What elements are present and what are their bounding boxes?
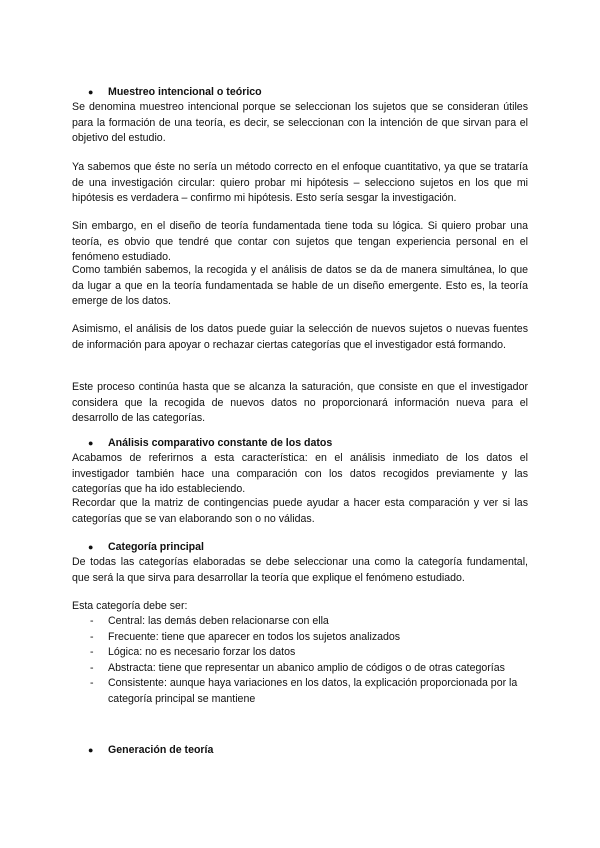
section-heading-analisis: [88, 436, 332, 451]
dash-icon: -: [90, 630, 94, 643]
list-item: - Frecuente: tiene que aparecer en todos los sujetos analizados: [72, 630, 528, 646]
paragraph: [72, 555, 528, 586]
list-item: - Consistente: aunque haya variaciones en los datos, la explicación proporcionada por la categoría principal se mantiene: [90, 677, 518, 705]
paragraph: [72, 380, 528, 427]
list-item: - Central: las demás deben relacionarse con ella: [72, 614, 528, 630]
paragraph-text: Sin embargo, en el diseño de teoría fundamentada tiene toda su lógica. Si quiero probar una teoría, es obvio que tendré que contar con sujetos que tengan experiencia personal en el fenómeno estudiado.: [72, 220, 528, 263]
heading-text: Generación de teoría: [108, 744, 214, 756]
paragraph-text: Este proceso continúa hasta que se alcanza la saturación, que consiste en que el investigador considera que la recogida de nuevos datos no proporcionará información nueva para el desarrollo de las categorías.: [72, 381, 528, 424]
paragraph: [72, 263, 528, 310]
paragraph-text: Acabamos de referirnos a esta característica: en el análisis inmediato de los datos el investigador también hace una comparación con los datos recogidos previamente y las categorías que ha ido estableciendo.: [72, 452, 528, 495]
list-item: - Abstracta: tiene que representar un abanico amplio de códigos o de otras categorías: [72, 661, 528, 677]
paragraph: [72, 496, 528, 527]
bullet-icon: ●: [88, 745, 94, 755]
paragraph: [72, 322, 528, 353]
criteria-list: [72, 614, 528, 707]
section-heading-generacion: [88, 743, 213, 758]
dash-icon: -: [90, 646, 94, 658]
bullet-icon: ●: [88, 87, 94, 97]
paragraph-text: Se denomina muestreo intencional porque se seleccionan los sujetos que se consideran útiles para la formación de una teoría, es decir, se seleccionan con la intención de que sirvan para el objetivo del estudio.: [72, 101, 528, 144]
paragraph: [72, 100, 528, 147]
paragraph-text: Asimismo, el análisis de los datos puede guiar la selección de nuevos sujetos o nuevas fuentes de información para apoyar o rechazar ciertas categorías que el investigador está formando.: [72, 323, 528, 351]
heading-text: Análisis comparativo constante de los datos: [108, 437, 333, 449]
paragraph-text: Ya sabemos que éste no sería un método correcto en el enfoque cuantitativo, ya que se trataría de una investigación circular: quiero probar mi hipótesis – selecciono sujetos en los que mi hipótesis es verdadera – confirmo mi hipótesis. Esto sería sesgar la investigación.: [72, 161, 528, 204]
heading-text: Categoría principal: [108, 541, 204, 553]
paragraph: [72, 160, 528, 207]
heading-text: Muestreo intencional o teórico: [108, 86, 262, 98]
paragraph-text: Como también sabemos, la recogida y el análisis de datos se da de manera simultánea, lo que da lugar a que en la teoría fundamentada se hable de un diseño emergente. Esto es, la teoría emerge de los datos.: [72, 264, 528, 307]
dash-icon: -: [90, 661, 94, 674]
list-item: - Lógica: no es necesario forzar los datos: [72, 645, 528, 661]
paragraph-text: Esta categoría debe ser:: [72, 600, 188, 612]
bullet-icon: ●: [88, 542, 94, 552]
paragraph-text: Recordar que la matriz de contingencias puede ayudar a hacer esta comparación y ver si las categorías que se van elaborando son o no válidas.: [72, 497, 528, 525]
bullet-icon: ●: [88, 438, 94, 448]
dash-icon: -: [90, 615, 94, 627]
paragraph: [72, 451, 528, 498]
section-heading-categoria: [88, 540, 204, 555]
dash-icon: -: [90, 677, 94, 689]
paragraph: [72, 219, 528, 266]
paragraph-text: De todas las categorías elaboradas se debe seleccionar una como la categoría fundamental, que será la que sirva para desarrollar la teoría que explique el fenómeno estudiado.: [72, 556, 528, 584]
paragraph: [72, 599, 528, 615]
section-heading-muestreo: [88, 85, 262, 100]
